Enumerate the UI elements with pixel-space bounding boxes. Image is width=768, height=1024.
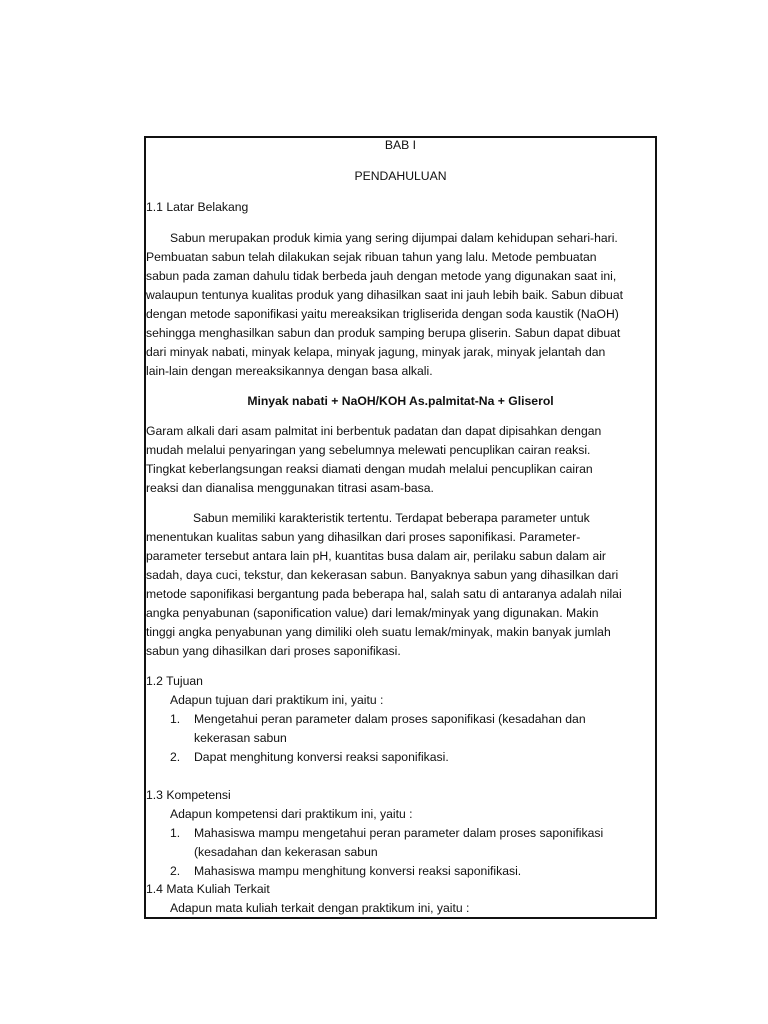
paragraph-line: sabun pada zaman dahulu tidak berbeda jauh dengan metode yang digunakan saat ini, (146, 269, 617, 283)
paragraph-line: sadah, daya cuci, tekstur, dan kekerasan sabun. Banyaknya sabun yang dihasilkan dari (146, 568, 619, 582)
paragraph-line: menentukan kualitas sabun yang dihasilkan dari proses saponifikasi. Parameter- (146, 530, 581, 544)
paragraph-line: Tingkat keberlangsungan reaksi diamati dengan mudah melalui pencuplikan cairan (146, 462, 593, 476)
paragraph-line: metode saponifikasi bergantung pada beberapa hal, salah satu di antaranya adalah nilai (146, 587, 622, 601)
section-heading-tujuan: 1.2 Tujuan (146, 674, 203, 688)
paragraph-line: dari minyak nabati, minyak kelapa, minyak jagung, minyak jarak, minyak jelantah dan (146, 345, 606, 359)
paragraph-line: parameter tersebut antara lain pH, kuantitas busa dalam air, perilaku sabun dalam air (146, 549, 606, 563)
section-heading-mata-kuliah: 1.4 Mata Kuliah Terkait (146, 882, 270, 896)
paragraph-line: Garam alkali dari asam palmitat ini berbentuk padatan dan dapat dipisahkan dengan (146, 424, 602, 438)
list-item: (kesadahan dan kekerasan sabun (194, 845, 378, 859)
list-number: 1. (170, 826, 181, 840)
paragraph-line: mudah melalui penyaringan yang sebelumnya melewati pencuplikan cairan reaksi. (146, 443, 591, 457)
paragraph-line: sehingga menghasilkan sabun dan produk samping berupa gliserin. Sabun dapat dibuat (146, 326, 621, 340)
paragraph-line: sabun yang dihasilkan dari proses saponifikasi. (146, 644, 401, 658)
paragraph-line: angka penyabunan (saponification value) dari lemak/minyak yang digunakan. Makin (146, 606, 599, 620)
list-item: Mengetahui peran parameter dalam proses saponifikasi (kesadahan dan (194, 712, 586, 726)
paragraph-line: walaupun tentunya kualitas produk yang dihasilkan saat ini jauh lebih baik. Sabun dibuat (146, 288, 623, 302)
list-item: kekerasan sabun (194, 731, 287, 745)
paragraph-line: Sabun merupakan produk kimia yang sering dijumpai dalam kehidupan sehari-hari. (170, 231, 618, 245)
paragraph-line: tinggi angka penyabunan yang dimiliki oleh suatu lemak/minyak, makin banyak jumlah (146, 625, 611, 639)
section-intro: Adapun kompetensi dari praktikum ini, yaitu : (170, 807, 413, 821)
section-intro: Adapun mata kuliah terkait dengan praktikum ini, yaitu : (170, 901, 470, 915)
list-number: 2. (170, 750, 181, 764)
section-heading-kompetensi: 1.3 Kompetensi (146, 788, 231, 802)
reaction-equation: Minyak nabati + NaOH/KOH As.palmitat-Na + Gliserol (247, 394, 554, 408)
list-item: Mahasiswa mampu menghitung konversi reaksi saponifikasi. (194, 864, 522, 878)
chapter-label: BAB I (384, 138, 417, 152)
paragraph-line: reaksi dan dianalisa menggunakan titrasi asam-basa. (146, 481, 434, 495)
section-heading-latar-belakang: 1.1 Latar Belakang (146, 200, 249, 214)
chapter-title: PENDAHULUAN (354, 169, 447, 183)
list-number: 2. (170, 864, 181, 878)
list-item: Dapat menghitung konversi reaksi saponifikasi. (194, 750, 449, 764)
paragraph-line: lain-lain dengan mereaksikannya dengan basa alkali. (146, 364, 433, 378)
paragraph-line: dengan metode saponifikasi yaitu mereaksikan trigliserida dengan soda kaustik (NaOH) (146, 307, 619, 321)
list-item: Mahasiswa mampu mengetahui peran parameter dalam proses saponifikasi (194, 826, 604, 840)
section-intro: Adapun tujuan dari praktikum ini, yaitu : (170, 693, 384, 707)
list-number: 1. (170, 712, 181, 726)
paragraph-line: Sabun memiliki karakteristik tertentu. Terdapat beberapa parameter untuk (193, 511, 590, 525)
paragraph-line: Pembuatan sabun telah dilakukan sejak ribuan tahun yang lalu. Metode pembuatan (146, 250, 597, 264)
